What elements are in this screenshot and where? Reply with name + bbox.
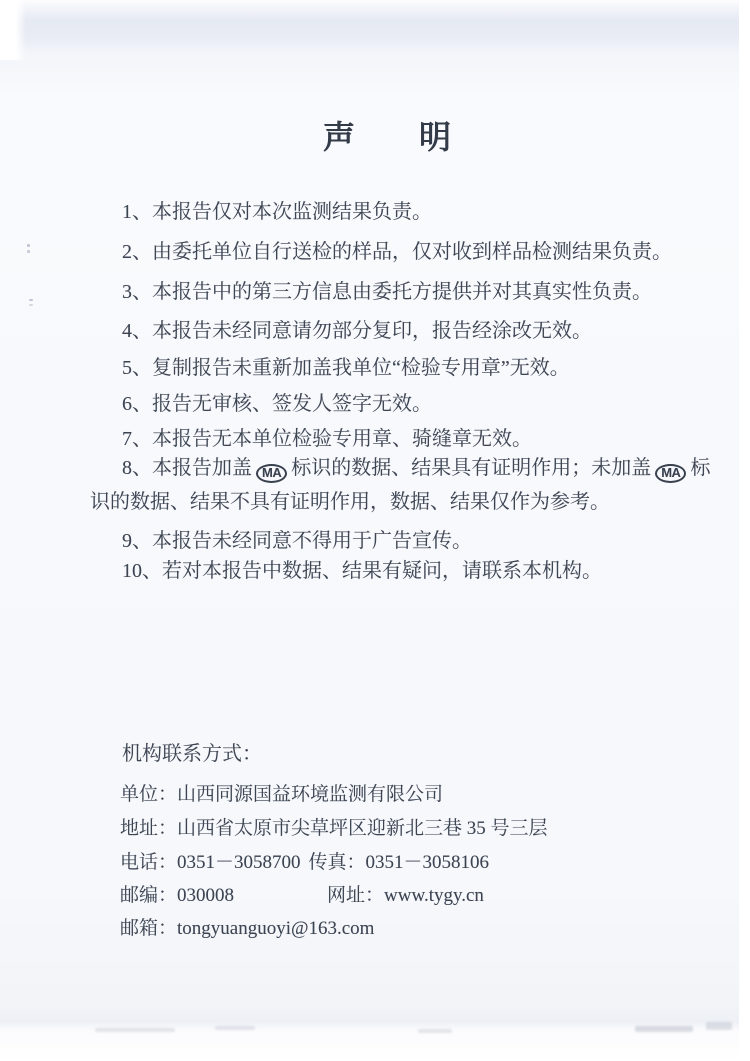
item-text: 本报告无本单位检验专用章、骑缝章无效。 xyxy=(152,428,532,450)
item-text: 由委托单位自行送检的样品，仅对收到样品检测结果负责。 xyxy=(152,241,672,263)
item-number: 9、 xyxy=(122,530,152,552)
statement-item-3 xyxy=(122,280,652,305)
scan-edge-right xyxy=(739,0,750,1061)
statement-item-7 xyxy=(122,427,532,452)
scan-edge-topleft xyxy=(0,0,26,60)
title-char-1: 声 xyxy=(322,119,355,155)
item-number: 4、 xyxy=(122,320,152,342)
scan-artifact xyxy=(635,1026,693,1032)
item-number: 7、 xyxy=(122,428,152,450)
scan-artifact xyxy=(29,299,33,301)
contact-label: 地址： xyxy=(120,818,178,839)
item-number: 10、 xyxy=(122,560,162,582)
contact-row-address xyxy=(120,817,548,841)
statement-item-8-line-2 xyxy=(90,490,610,515)
item-text: 本报告仅对本次监测结果负责。 xyxy=(152,201,432,223)
contact-web-pair xyxy=(327,884,484,908)
contact-label: 网址： xyxy=(327,885,385,906)
item-text: 本报告中的第三方信息由委托方提供并对其真实性负责。 xyxy=(152,281,652,303)
item-number: 6、 xyxy=(122,393,152,415)
statement-item-1 xyxy=(122,200,432,225)
item-text: 若对本报告中数据、结果有疑问，请联系本机构。 xyxy=(162,560,602,582)
cma-mark-icon: MA xyxy=(655,464,686,483)
contact-row-email xyxy=(120,917,374,941)
contact-value-email: tongyuanguoyi@163.com xyxy=(177,918,375,939)
item-number: 5、 xyxy=(122,357,152,379)
statement-item-5 xyxy=(122,356,570,381)
statement-item-8-line-1 xyxy=(122,456,710,483)
contact-label: 单位： xyxy=(120,784,178,805)
contact-value-fax: 0351－3058106 xyxy=(365,852,490,873)
contact-value-website: www.tygy.cn xyxy=(384,885,484,906)
statement-item-4 xyxy=(122,319,592,344)
scan-artifact xyxy=(706,1022,732,1030)
item-text: 识的数据、结果不具有证明作用，数据、结果仅作为参考。 xyxy=(90,491,610,513)
scan-artifact xyxy=(215,1026,255,1030)
contact-label: 邮箱： xyxy=(120,918,178,939)
item-text: 复制报告未重新加盖我单位“检验专用章”无效。 xyxy=(152,357,570,379)
contact-value-company-name: 山西同源国益环境监测有限公司 xyxy=(177,784,444,805)
item-text: 标识的数据、结果具有证明作用；未加盖 xyxy=(291,457,652,479)
statement-item-10 xyxy=(122,559,602,584)
statement-item-6 xyxy=(122,392,432,417)
item-text: 本报告未经同意请勿部分复印，报告经涂改无效。 xyxy=(152,320,592,342)
item-number: 3、 xyxy=(122,281,152,303)
statement-item-2 xyxy=(122,240,672,265)
item-text: 本报告未经同意不得用于广告宣传。 xyxy=(152,530,472,552)
item-text: 本报告加盖 xyxy=(152,457,252,479)
contact-value-phone: 0351－3058700 xyxy=(177,852,301,873)
scan-artifact xyxy=(27,244,30,247)
scan-artifact xyxy=(95,1028,175,1032)
contact-heading: 机构联系方式： xyxy=(122,743,262,765)
item-number: 2、 xyxy=(122,241,152,263)
item-text: 标 xyxy=(690,457,711,479)
contact-value-address: 山西省太原市尖草坪区迎新北三巷 35 号三层 xyxy=(177,818,548,839)
cma-mark-icon: MA xyxy=(256,464,287,483)
page-title xyxy=(12,112,750,158)
contact-label: 传真： xyxy=(308,852,366,873)
item-text: 报告无审核、签发人签字无效。 xyxy=(152,393,432,415)
contact-row-unit xyxy=(120,783,443,807)
contact-row-zip-web xyxy=(120,884,600,908)
statement-item-9 xyxy=(122,529,472,554)
item-number: 1、 xyxy=(122,201,152,223)
item-number: 8、 xyxy=(122,457,152,479)
scan-artifact xyxy=(418,1029,452,1033)
contact-value-zip: 030008 xyxy=(177,885,235,906)
title-char-2: 明 xyxy=(419,119,452,155)
contact-row-phone-fax xyxy=(120,851,489,875)
contact-label: 邮编： xyxy=(120,885,178,906)
contact-label: 电话： xyxy=(120,852,178,873)
